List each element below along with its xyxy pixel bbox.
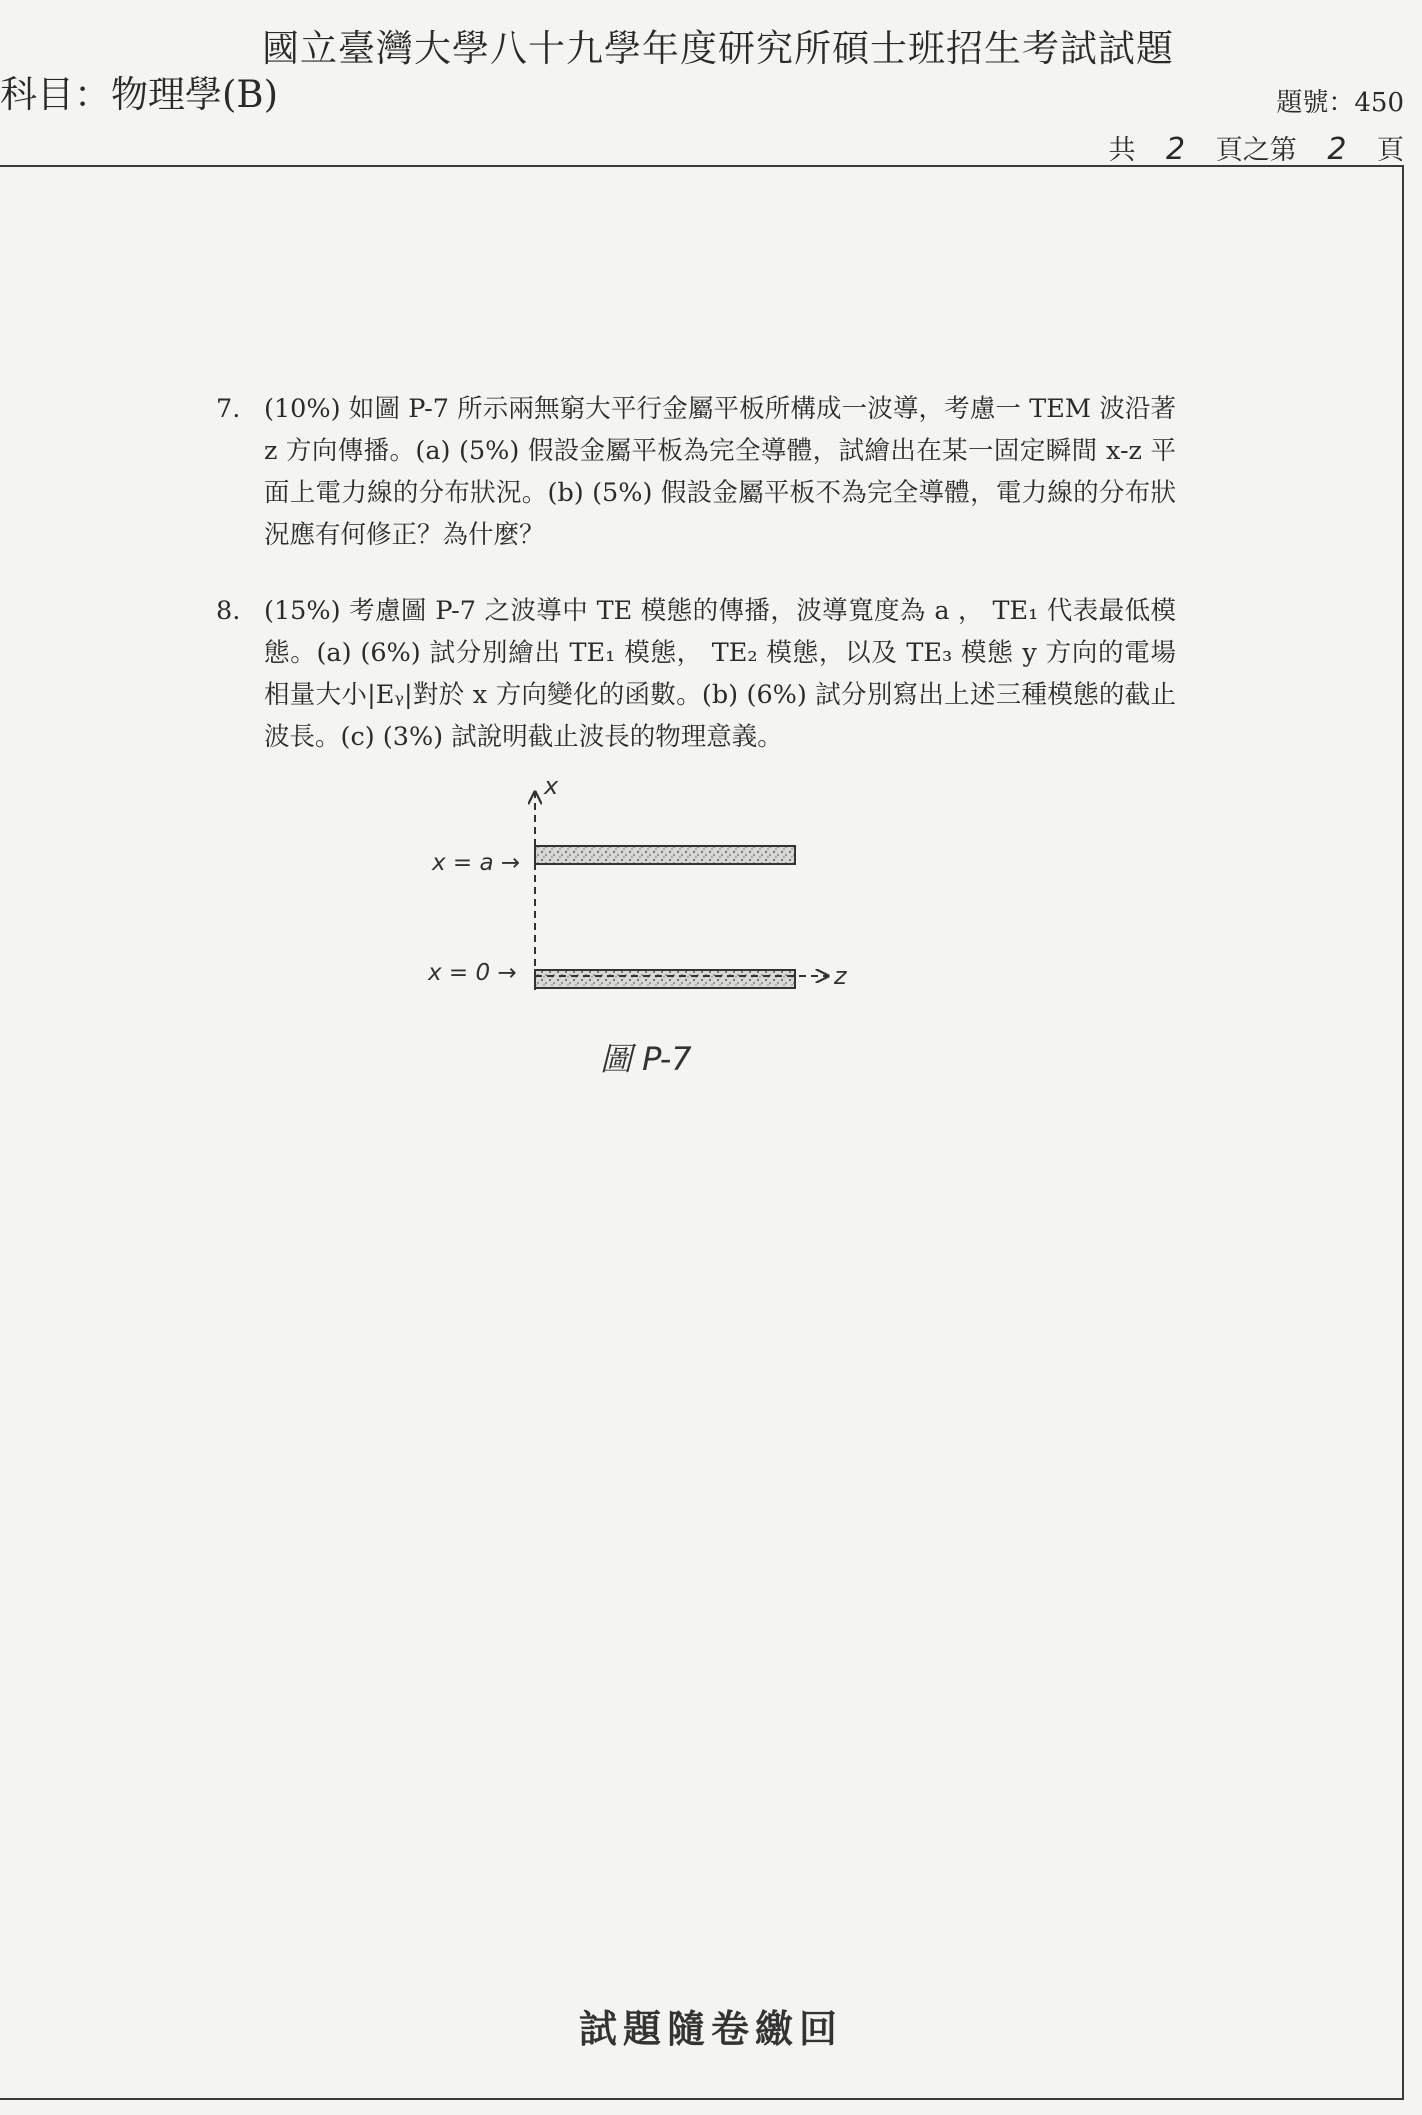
page-total: 2 [1166, 132, 1186, 167]
top-plate [535, 846, 795, 864]
question-number: 7. [216, 394, 241, 424]
exam-number: 題號：450 [1276, 88, 1404, 118]
question-text: (15%) 考慮圖 P-7 之波導中 TE 模態的傳播，波導寬度為 a ， TE₁ 代表最低模態。(a) (6%) 試分別繪出 TE₁ 模態， TE₂ 模態，以及 TE₃ 模態 y 方向的電場相量大小|Eᵧ|對於 x 方向變化的函數。(b) (6%) 試分別寫出上述三種模態的截止波長。(c) (3%) 試說明截止波長的物理意義。 [264, 596, 1176, 752]
bottom-plate [535, 970, 795, 988]
question-8 [216, 590, 1176, 758]
figure-caption: 圖 P-7 [600, 1040, 692, 1078]
footer-note: 試題隨卷繳回 [578, 2006, 843, 2051]
question-number: 8. [216, 596, 241, 626]
top-plate-label: x = a → [432, 850, 521, 876]
x-axis-label: x [544, 772, 559, 800]
figure-p7 [420, 770, 880, 1090]
page-suffix: 頁 [1377, 135, 1404, 166]
bottom-plate-label: x = 0 → [428, 960, 517, 986]
z-axis-label: z [834, 962, 847, 990]
page-current: 2 [1327, 132, 1347, 167]
subject-label: 科目：物理學(B) [0, 73, 279, 116]
page-info [1108, 128, 1404, 167]
waveguide-diagram [420, 770, 880, 1090]
page-middle: 頁之第 [1215, 135, 1297, 166]
question-7 [216, 388, 1176, 556]
page-prefix: 共 [1108, 135, 1136, 166]
exam-title: 國立臺灣大學八十九學年度研究所碩士班招生考試試題 [262, 27, 1174, 70]
question-text: (10%) 如圖 P-7 所示兩無窮大平行金屬平板所構成一波導，考慮一 TEM 波沿著 z 方向傳播。(a) (5%) 假設金屬平板為完全導體，試繪出在某一固定瞬間 x-z 平面上電力線的分布狀況。(b) (5%) 假設金屬平板不為完全導體，電力線的分布狀況應有何修正？為什麼？ [264, 394, 1176, 550]
